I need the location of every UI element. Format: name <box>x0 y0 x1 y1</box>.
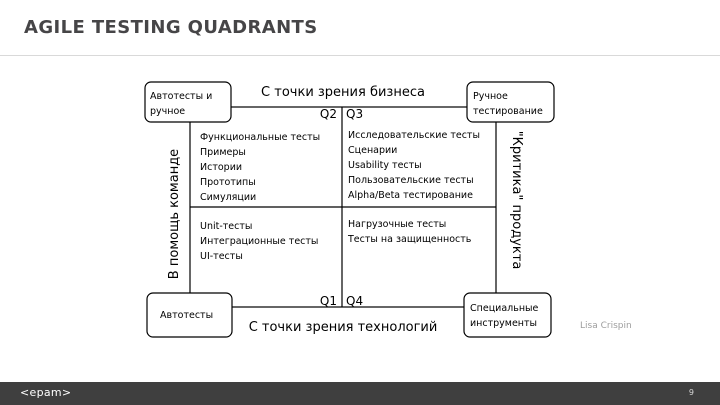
corner-box-top-right <box>467 82 554 122</box>
corner-box-top-left <box>145 82 231 122</box>
corner-bottom-right-line1: Специальные <box>470 303 539 314</box>
q2-item: Симуляции <box>200 192 257 203</box>
q1-item: Unit-тесты <box>200 221 253 232</box>
q3-item: Сценарии <box>348 145 398 156</box>
corner-bottom-right-line2: инструменты <box>470 318 538 329</box>
epam-logo: <epam> <box>20 386 72 399</box>
q4-list <box>347 219 472 245</box>
q2-item: Прототипы <box>200 177 256 188</box>
bottom-axis-label: С точки зрения технологий <box>248 320 438 335</box>
corner-top-left-line1: Автотесты и <box>150 91 213 102</box>
q2-item: Истории <box>200 162 243 173</box>
corner-top-right-line1: Ручное <box>473 91 508 102</box>
slide-title: AGILE TESTING QUADRANTS <box>24 17 318 38</box>
corner-top-left-line2: ручное <box>150 106 186 117</box>
corner-top-right-line2: тестирование <box>473 106 543 117</box>
quadrant-label-q3: Q3 <box>346 107 364 121</box>
left-axis-label: В помощь команде <box>167 148 182 280</box>
q3-item: Alpha/Beta тестирование <box>348 190 473 201</box>
q1-item: Интеграционные тесты <box>200 236 319 247</box>
q3-item: Пользовательские тесты <box>348 175 474 186</box>
q3-list <box>348 130 483 201</box>
page-number: 9 <box>688 388 694 397</box>
quadrant-label-q1: Q1 <box>319 294 337 308</box>
q1-list <box>200 221 321 262</box>
footer-bar <box>0 382 720 405</box>
q2-item: Примеры <box>200 147 246 158</box>
right-axis-label: "Критика" продукта <box>509 130 524 270</box>
corner-box-bottom-right <box>464 293 551 337</box>
quadrant-label-q4: Q4 <box>346 294 364 308</box>
top-axis-label: С точки зрения бизнеса <box>261 85 425 100</box>
q3-item: Исследовательские тесты <box>348 130 480 141</box>
q4-item: Нагрузочные тесты <box>348 219 447 230</box>
corner-bottom-left-line1: Автотесты <box>160 310 214 321</box>
quadrant-label-q2: Q2 <box>319 107 337 121</box>
q2-item: Функциональные тесты <box>200 132 321 143</box>
q4-item: Тесты на защищенность <box>348 234 472 245</box>
q3-item: Usability тесты <box>348 160 422 171</box>
source-credit: Lisa Crispin <box>580 321 632 331</box>
svg-text:Автотесты <box>160 310 213 321</box>
q2-list <box>200 132 323 203</box>
corner-box-bottom-left <box>147 293 232 337</box>
q1-item: UI-тесты <box>200 251 243 262</box>
